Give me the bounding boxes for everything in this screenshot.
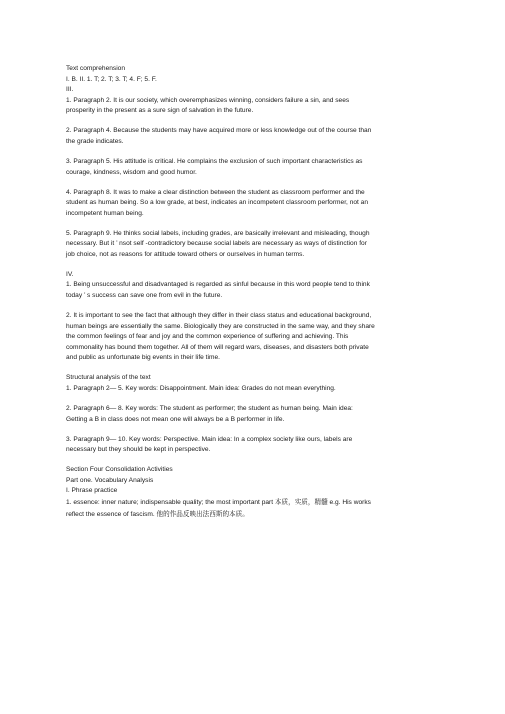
section-four-heading: Section Four Consolidation Activities xyxy=(66,466,173,474)
iii-item-4-line-3: incompetent human being. xyxy=(66,209,144,217)
iii-item-4-line-1: 4. Paragraph 8. It was to make a clear distinction between the student as classroom performer and the xyxy=(66,188,365,196)
iv-item-1-line-1: 1. Being unsuccessful and disadvantaged is regarded as sinful because in this word people tend to think xyxy=(66,281,370,289)
iv-item-2-line-1: 2. It is important to see the fact that although they differ in their class status and educational background, xyxy=(66,312,372,320)
essence-line-1-tail: e.g. His works xyxy=(327,498,371,506)
section-iv-label: IV. xyxy=(66,270,74,278)
iii-item-3-line-2: courage, kindness, wisdom and good humor. xyxy=(66,168,197,176)
heading-text-comprehension: Text comprehension xyxy=(66,65,126,72)
essence-line-1 xyxy=(66,497,444,509)
essence-line-1-chinese: 本质，实质，精髓 xyxy=(274,497,328,506)
essence-line-1-english: 1. essence: inner nature; indispensable quality; the most important part xyxy=(66,498,275,506)
iv-item-2-line-2: human beings are essentially the same. Biologically they are constructed in the same way, and they share xyxy=(66,322,375,330)
document-page xyxy=(66,64,444,520)
iii-item-2-line-2: the grade indicates. xyxy=(66,137,124,145)
essence-line-2-english: reflect the essence of fascism. xyxy=(66,510,157,518)
iv-item-2-line-5: and public as unfortunate big events in their life time. xyxy=(66,354,220,362)
iii-item-5-line-1: 5. Paragraph 9. He thinks social labels, including grades, are basically irrelevant and misleading, though xyxy=(66,229,370,237)
structural-item-1-line-1: 1. Paragraph 2— 5. Key words: Disappointment. Main idea: Grades do not mean everything. xyxy=(66,384,336,392)
iii-item-5-line-3: job choice, not as reasons for attitude toward others or ourselves in human terms. xyxy=(66,250,305,258)
iii-item-1-line-2: prosperity in the present as a sure sign of salvation in the future. xyxy=(66,107,254,115)
iii-item-4-line-2: student as human being. So a low grade, at best, indicates an incompetent classroom performer, not an xyxy=(66,199,369,207)
structural-item-2-line-1: 2. Paragraph 6— 8. Key words: The student as performer; the student as human being. Main idea: xyxy=(66,404,353,412)
iv-item-1-line-2: today ’ s success can save one from evil in the future. xyxy=(66,292,223,300)
essence-line-2-chinese: 他的作品反映出法西斯的本质。 xyxy=(156,509,249,518)
iv-item-2-line-4: commonality has bound them together. All of them will regard wars, diseases, and disasters both private xyxy=(66,343,369,351)
iii-item-1-line-1: 1. Paragraph 2. It is our society, which overemphasizes winning, considers failure a sin, and sees xyxy=(66,96,350,104)
structural-item-2-line-2: Getting a B in class does not mean one will always be a B performer in life. xyxy=(66,415,285,423)
part-one-heading: Part one. Vocabulary Analysis xyxy=(66,476,154,484)
iii-item-3-line-1: 3. Paragraph 5. His attitude is critical. He complains the exclusion of such important characteristics as xyxy=(66,157,363,165)
iii-item-2-line-1: 2. Paragraph 4. Because the students may have acquired more or less knowledge out of the course than xyxy=(66,127,372,135)
iv-item-2-line-3: the common feelings of fear and joy and the common experience of suffering and achieving. This xyxy=(66,333,349,341)
section-iii-label: III. xyxy=(66,86,74,94)
iii-item-5-line-2: necessary. But it ’ nsot self -contradictory because social labels are necessary as ways of distinction for xyxy=(66,240,367,248)
structural-item-3-line-2: necessary but they should be kept in perspective. xyxy=(66,446,211,454)
essence-line-2 xyxy=(66,509,444,521)
structural-item-3-line-1: 3. Paragraph 9— 10. Key words: Perspective. Main idea: In a complex society like ours, labels are xyxy=(66,435,353,443)
phrase-practice-label: I. Phrase practice xyxy=(66,487,118,495)
structural-heading: Structural analysis of the text xyxy=(66,374,151,382)
answers-line: I. B. II. 1. T; 2. T; 3. T; 4. F; 5. F. xyxy=(66,75,157,83)
